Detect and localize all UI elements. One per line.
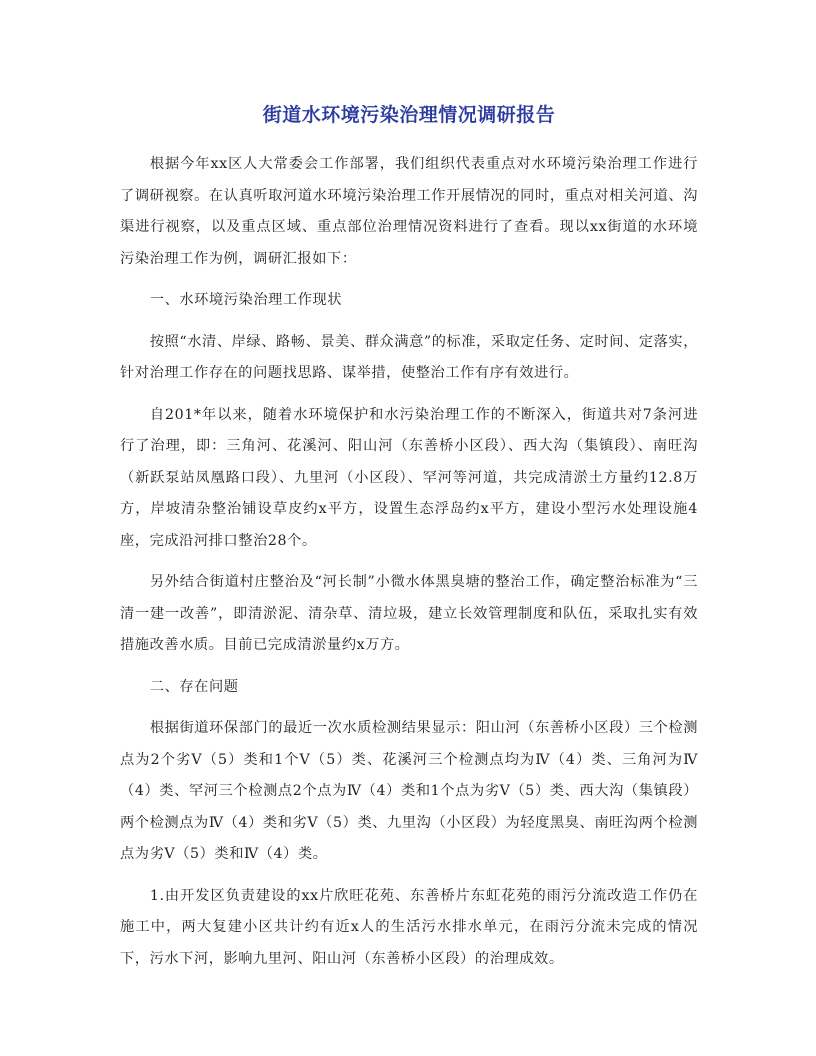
problem-item-1: 1.由开发区负责建设的xx片欣旺花苑、东善桥片东虹花苑的雨污分流改造工作仍在施工中，两大复建小区共计约有近x人的生活污水排水单元，在雨污分流未完成的情况下，污水下河，影响九里河、阳山河（东善桥小区段）的治理成效。 bbox=[120, 887, 698, 967]
village-rectification-paragraph: 另外结合街道村庄整治及“河长制”小微水体黑臭塘的整治工作，确定整治标准为“三清一建一改善”，即清淤泥、清杂草、清垃圾，建立长效管理制度和队伍，采取扎实有效措施改善水质。目前已完成清淤量约x万方。 bbox=[120, 574, 698, 653]
standard-paragraph: 按照“水清、岸绿、路畅、景美、群众满意”的标准，采取定任务、定时间、定落实，针对治理工作存在的问题找思路、谋举措，使整治工作有序有效进行。 bbox=[120, 333, 698, 381]
river-treatment-paragraph: 自201*年以来，随着水环境保护和水污染治理工作的不断深入，街道共对7条河进行了治理，即：三角河、花溪河、阳山河（东善桥小区段）、西大沟（集镇段）、南旺沟（新跃泵站凤凰路口段）、九里河（小区段）、罕河等河道，共完成清淤土方量约12.8万方，岸坡清杂整治铺设草皮约x平方，设置生态浮岛约x平方，建设小型污水处理设施4座，完成沿河排口整治28个。 bbox=[120, 406, 698, 549]
section-heading-status: 一、水环境污染治理工作现状 bbox=[149, 292, 343, 308]
section-heading-problems: 二、存在问题 bbox=[149, 678, 239, 695]
water-quality-paragraph: 根据街道环保部门的最近一次水质检测结果显示：阳山河（东善桥小区段）三个检测点为2个劣Ⅴ（5）类和1个Ⅴ（5）类、花溪河三个检测点均为Ⅳ（4）类、三角河为Ⅳ（4）类、罕河三个检测点2个点为Ⅳ（4）类和1个点为劣Ⅴ（5）类、西大沟（集镇段）两个检测点为Ⅳ（4）类和劣Ⅴ（5）类、九里沟（小区段）为轻度黑臭、南旺沟两个检测点为劣Ⅴ（5）类和Ⅳ（4）类。 bbox=[120, 720, 698, 862]
intro-paragraph: 根据今年xx区人大常委会工作部署，我们组织代表重点对水环境污染治理工作进行了调研视察。在认真听取河道水环境污染治理工作开展情况的同时，重点对相关河道、沟渠进行视察，以及重点区域、重点部位治理情况资料进行了查看。现以xx街道的水环境污染治理工作为例，调研汇报如下： bbox=[120, 156, 698, 267]
document-title: 街道水环境污染治理情况调研报告 bbox=[262, 104, 556, 126]
